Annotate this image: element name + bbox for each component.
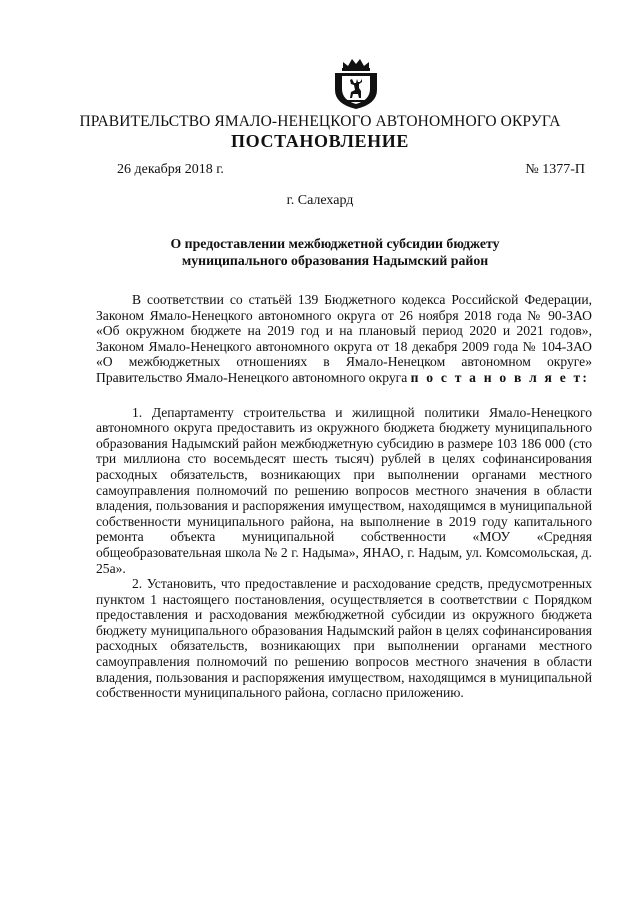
item-1-paragraph: 1. Департаменту строительства и жилищной политики Ямало-Ненецкого автономного округа предоставить из окружного бюджета бюджету муниципального образования Надымский район межбюджетную субсидию в размере 103 186 000 (сто три миллиона сто восемьдесят шесть тысяч) рублей в целях софинансирования расходных обязательств, возникающих при выполнении органами местного самоуправления полномочий по решению вопросов местного значения в области владения, пользования и распоряжения имуществом, находящимся в муниципальной собственности муниципального района, на выполнение в 2019 году капитального ремонта объекта муниципальной собственности «МОУ «Средняя общеобразовательная школа № 2 г. Надыма», ЯНАО, г. Надым, ул. Комсомольская, д. 25а».: [96, 404, 592, 576]
document-subject: [160, 235, 510, 269]
document-type-title: ПОСТАНОВЛЕНИЕ: [231, 131, 409, 151]
subject-line-1: О предоставлении межбюджетной субсидии бюджету: [170, 236, 500, 251]
subject-line-2: муниципального образования Надымский район: [181, 253, 489, 268]
document-city: г. Салехард: [286, 193, 354, 208]
document-date: 26 декабря 2018 г.: [117, 162, 224, 177]
coat-of-arms-icon: [331, 56, 381, 110]
document-body: [96, 292, 592, 701]
organization-name: ПРАВИТЕЛЬСТВО ЯМАЛО-НЕНЕЦКОГО АВТОНОМНОГО ОКРУГА: [79, 113, 561, 130]
preamble-text: В соответствии со статьёй 139 Бюджетного кодекса Российской Федерации, Законом Ямало-Ненецкого автономного округа от 26 ноября 2018 года № 90-ЗАО «Об окружном бюджете на 2019 год и на плановый период 2020 и 2021 годов», Законом Ямало-Ненецкого автономного округа от 18 декабря 2009 года № 104-ЗАО «О межбюджетных отношениях в Ямало-Ненецком автономном округе» Правительство Ямало-Ненецкого автономного округа: [96, 292, 592, 385]
decree-word: п о с т а н о в л я е т:: [410, 369, 590, 385]
document-number: № 1377-П: [525, 162, 585, 177]
preamble-paragraph: [96, 292, 592, 386]
item-2-paragraph: 2. Установить, что предоставление и расходование средств, предусмотренных пунктом 1 настоящего постановления, осуществляется в соответствии с Порядком предоставления и расходования межбюджетной субсидии из окружного бюджета бюджету муниципального образования Надымский район в целях софинансирования расходных обязательств, возникающих при выполнении органами местного самоуправления полномочий по решению вопросов местного значения в области владения, пользования и распоряжения имуществом, находящимся в муниципальной собственности муниципального района, согласно приложению.: [96, 576, 592, 701]
